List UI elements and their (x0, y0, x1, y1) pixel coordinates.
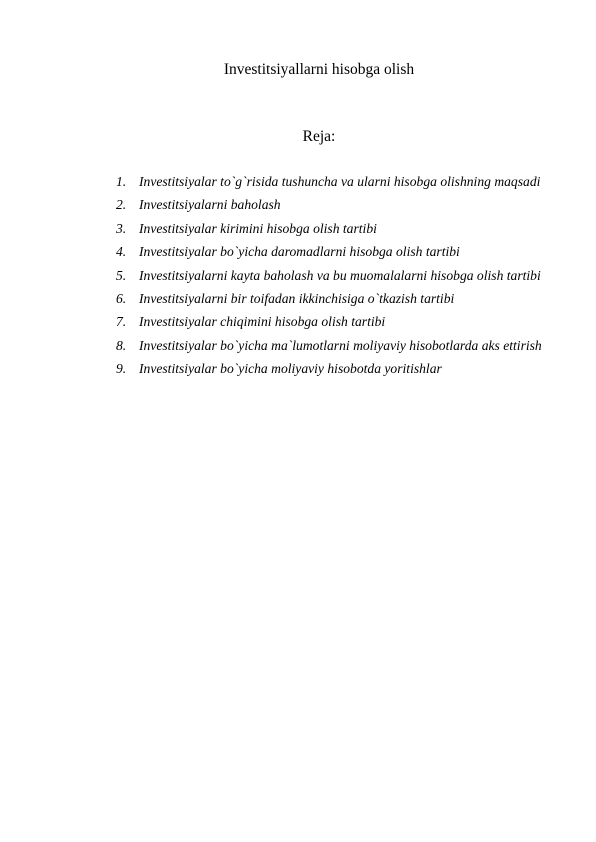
plan-item-text: Investitsiyalarni kayta baholash va bu muomalalarni hisobga olish tartibi (139, 267, 541, 283)
plan-item (116, 310, 556, 333)
plan-item-number: 7. (116, 314, 127, 330)
plan-heading: Reja: (302, 128, 336, 145)
plan-item-text: Investitsiyalar kirimini hisobga olish tartibi (139, 220, 377, 236)
document-title: Investitsiyallarni hisobga olish (223, 61, 415, 78)
plan-item-text: Investitsiyalar bo`yicha daromadlarni hisobga olish tartibi (139, 244, 460, 260)
plan-item-number: 5. (116, 267, 127, 283)
plan-item-number: 6. (116, 291, 127, 307)
plan-item-number: 2. (116, 197, 127, 213)
plan-item (116, 217, 556, 240)
plan-item (116, 334, 556, 357)
plan-item (116, 170, 556, 193)
plan-item-number: 1. (116, 174, 127, 189)
plan-item (116, 193, 556, 216)
plan-list (116, 170, 556, 381)
plan-item-number: 4. (116, 244, 127, 260)
plan-item-text: Investitsiyalarni baholash (139, 197, 281, 213)
plan-item (116, 357, 556, 380)
plan-item (116, 264, 556, 287)
plan-item-number: 3. (116, 220, 127, 236)
plan-item (116, 240, 556, 263)
plan-item (116, 287, 556, 310)
plan-item-text: Investitsiyalar bo`yicha moliyaviy hisobotda yoritishlar (139, 361, 442, 377)
plan-item-number: 8. (116, 337, 127, 353)
plan-item-text: Investitsiyalar to`g`risida tushuncha va ularni hisobga olishning maqsadi (139, 174, 541, 189)
plan-item-text: Investitsiyalar chiqimini hisobga olish tartibi (139, 314, 386, 330)
plan-item-text: Investitsiyalarni bir toifadan ikkinchisiga o`tkazish tartibi (139, 291, 455, 307)
plan-item-text: Investitsiyalar bo`yicha ma`lumotlarni moliyaviy hisobotlarda aks ettirish (139, 337, 542, 353)
plan-item-number: 9. (116, 361, 127, 377)
